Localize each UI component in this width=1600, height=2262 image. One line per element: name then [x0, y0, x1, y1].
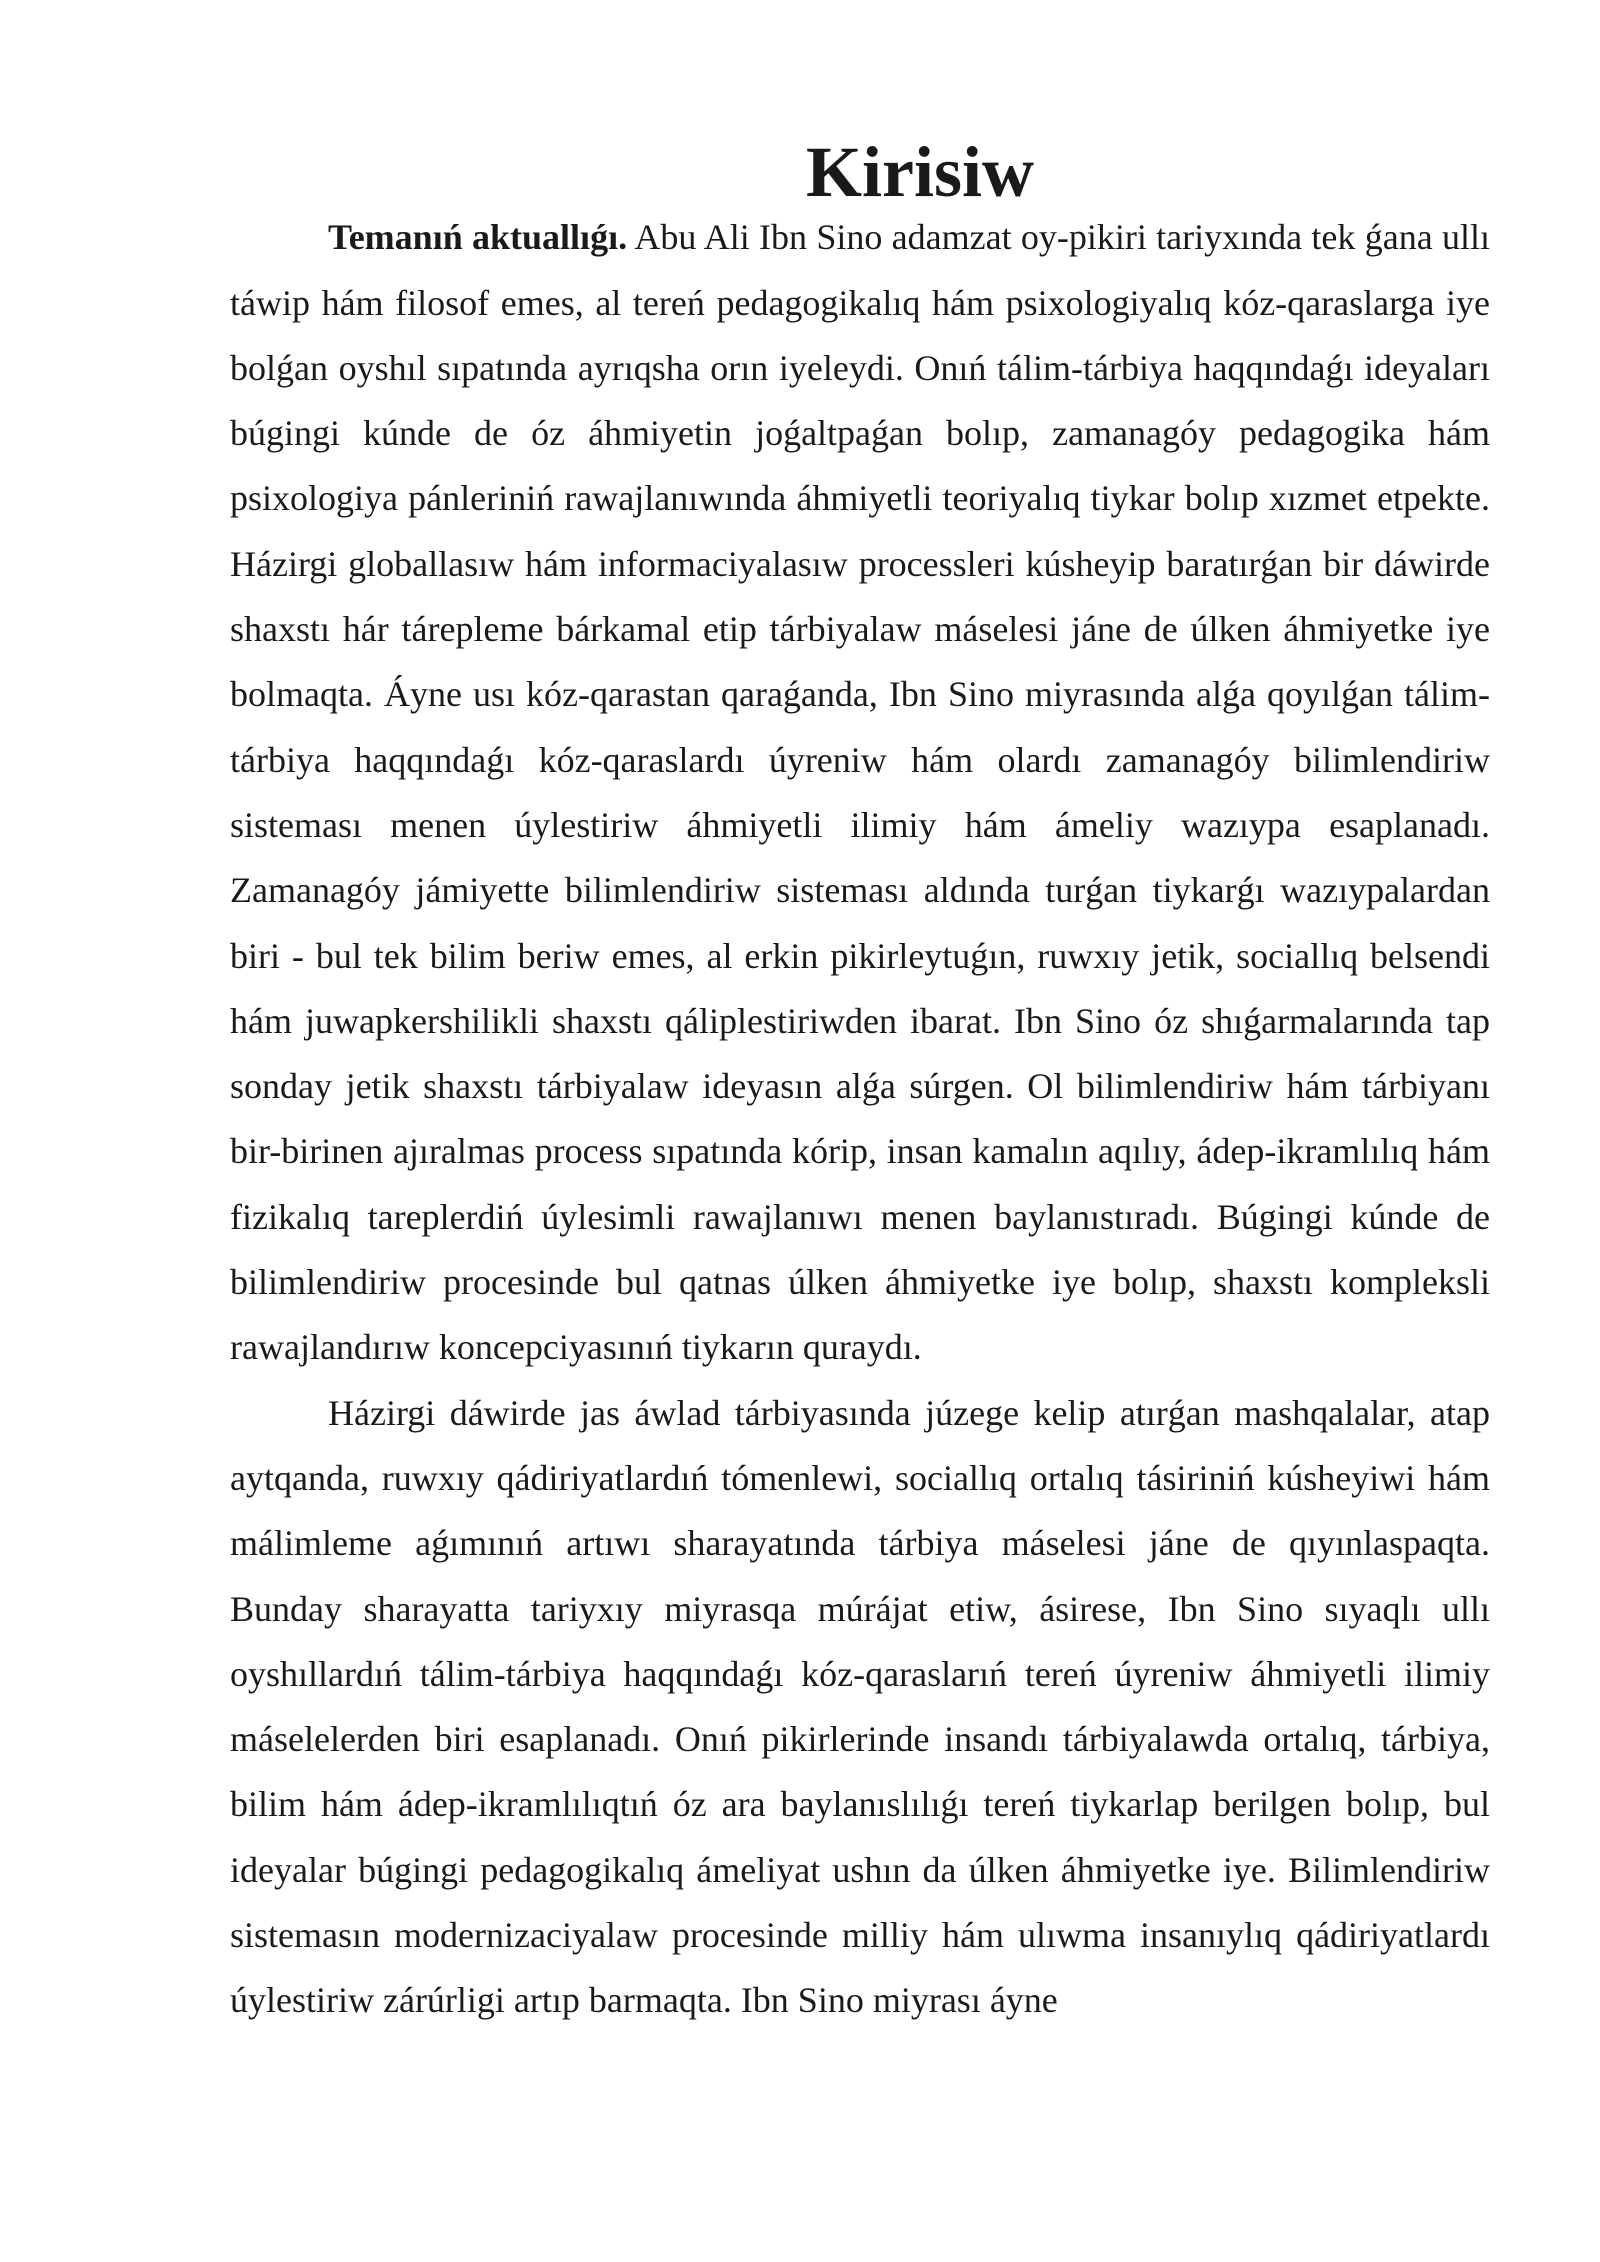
document-page [230, 132, 1490, 2034]
paragraph-text: Házirgi dáwirde jas áwlad tárbiyasında júzege kelip atırǵan mashqalalar, atap aytqanda, ruwxıy qádiriyatlardıń tómenlewi, sociallıq ortalıq tásiriniń kúsheyiwi hám málimleme aǵımınıń artıwı sharayatında tárbiya máselesi jáne de qıyınlaspaqta. Bunday sharayatta tariyxıy miyrasqa múrájat etiw, ásirese, Ibn Sino sıyaqlı ullı oyshıllardıń tálim-tárbiya haqqındaǵı kóz-qaraslarıń tereń úyreniw áhmiyetli ilimiy máselelerden biri esaplanadı. Onıń pikirlerinde insandı tárbiyalawda ortalıq, tárbiya, bilim hám ádep-ikramlılıqtıń óz ara baylanıslılıǵı tereń tiykarlap berilgen bolıp, bul ideyalar búgingi pedagogikalıq ámeliyat ushın da úlken áhmiyetke iye. Bilimlendiriw sistemasın modernizaciyalaw procesinde milliy hám ulıwma insanıylıq qádiriyatlardı úylestiriw zárúrligi artıp barmaqta. Ibn Sino miyrası áyne [230, 1392, 1490, 2021]
paragraph-lead: Temanıń aktuallıǵı. [328, 217, 628, 258]
paragraph-text: Abu Ali Ibn Sino adamzat oy-pikiri tariyxında tek ǵana ullı táwip hám filosof emes, al tereń pedagogikalıq hám psixologiyalıq kóz-qaraslarga iye bolǵan oyshıl sıpatında ayrıqsha orın iyeleydi. Onıń tálim-tárbiya haqqındaǵı ideyaları búgingi kúnde de óz áhmiyetin joǵaltpaǵan bolıp, zamanagóy pedagogika hám psixologiya pánleriniń rawajlanıwında áhmiyetli teoriyalıq tiykar bolıp xızmet etpekte. Házirgi globallasıw hám informaciyalasıw processleri kúsheyip baratırǵan bir dáwirde shaxstı hár tárepleme bárkamal etip tárbiyalaw máselesi jáne de úlken áhmiyetke iye bolmaqta. Áyne usı kóz-qarastan qaraǵanda, Ibn Sino miyrasında alǵa qoyılǵan tálim-tárbiya haqqındaǵı kóz-qaraslardı úyreniw hám olardı zamanagóy bilimlendiriw sisteması menen úylestiriw áhmiyetli ilimiy hám ámeliy wazıypa esaplanadı. Zamanagóy jámiyette bilimlendiriw sisteması aldında turǵan tiykarǵı wazıypalardan biri - bul tek bilim beriw emes, al erkin pikirleytuǵın, ruwxıy jetik, sociallıq belsendi hám juwapkershilikli shaxstı qáliplestiriwden ibarat. Ibn Sino óz shıǵarmalarında tap sonday jetik shaxstı tárbiyalaw ideyasın alǵa súrgen. Ol bilimlendiriw hám tárbiyanı bir-birinen ajıralmas process sıpatında kórip, insan kamalın aqılıy, ádep-ikramlılıq hám fizikalıq tareplerdiń úylesimli rawajlanıwı menen baylanıstıradı. Búgingi kúnde de bilimlendiriw procesinde bul qatnas úlken áhmiyetke iye bolıp, shaxstı kompleksli rawajlandırıw koncepciyasınıń tiykarın quraydı. [230, 217, 1490, 1368]
page-title: Kirisiw [806, 132, 1034, 212]
paragraph-2 [230, 1381, 1490, 2034]
paragraph-1 [230, 205, 1490, 1380]
